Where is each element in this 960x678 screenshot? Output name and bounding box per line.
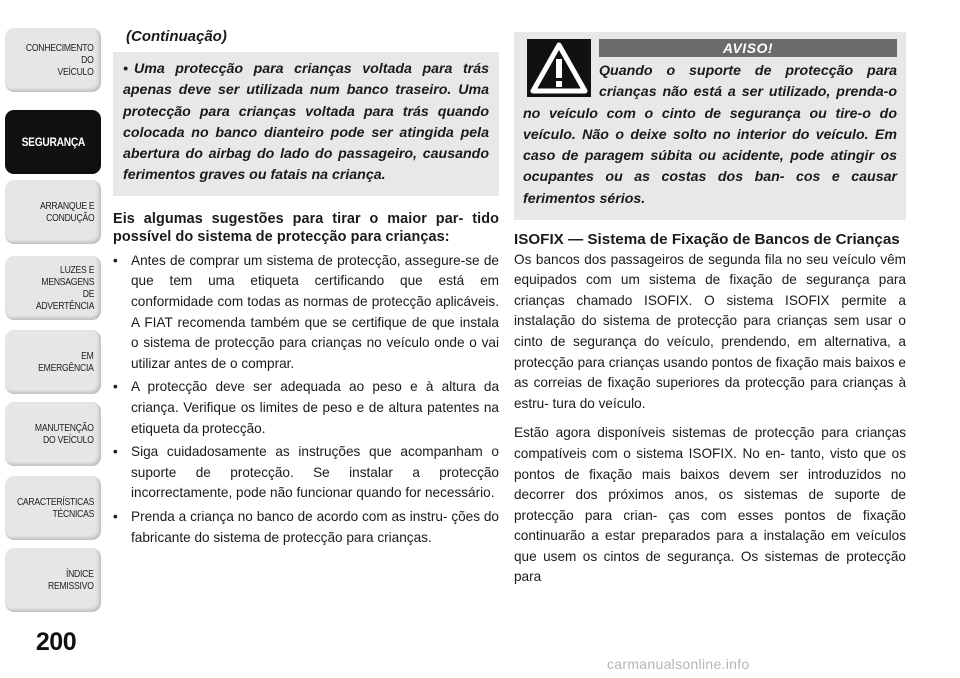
- section-title: ISOFIX — Sistema de Fixação de Bancos de Crianças: [514, 231, 900, 249]
- tab-label: ARRANQUE E CONDUÇÃO: [39, 200, 94, 224]
- tab-label: SEGURANÇA: [21, 135, 85, 149]
- list-item: • Antes de comprar um sistema de protecção, assegure-se de que tem uma etiqueta certificando que está em conformidade com todas as normas de protecção aplicáveis. A FIAT recomenda também que se certifique de que instala o sistema de protecção para crianças no veículo onde o vai utilizar antes de o comprar.: [113, 252, 499, 371]
- tab-luzes-e-mensagens[interactable]: [5, 256, 101, 320]
- tab-label: MANUTENÇÃO DO VEÍCULO: [35, 422, 94, 446]
- tab-caracteristicas-tecnicas[interactable]: [5, 476, 101, 540]
- note-text: Uma protecção para crianças voltada para trás apenas deve ser utilizada num banco traseiro. Uma protecção para crianças voltada para trás quando colocada no banco dianteiro pode ser atingida pela abertura do airbag do lado do passageiro, causando ferimentos graves ou fatais na criança.: [123, 61, 489, 184]
- suggestions-heading: Eis algumas sugestões para tirar o maior par- tido possível do sistema de protecção para crianças:: [113, 210, 499, 246]
- note-bullet: •: [123, 61, 128, 77]
- tab-manutencao-do-veiculo[interactable]: [5, 402, 101, 466]
- list-item: • A protecção deve ser adequada ao peso e à altura da criança. Verifique os limites de peso e de altura patentes na etiqueta da protecção.: [113, 379, 499, 436]
- tab-label: CONHECIMENTO DO VEÍCULO: [26, 42, 94, 78]
- tab-label: ÍNDICE REMISSIVO: [48, 568, 94, 592]
- tab-label: LUZES E MENSAGENS DE ADVERTÊNCIA: [35, 264, 94, 312]
- tab-arranque-e-conducao[interactable]: [5, 180, 101, 244]
- paragraph: Estão agora disponíveis sistemas de protecção para crianças compatíveis com o sistema ISOFIX. No en- tanto, visto que os pontos de fixação mais baixos devem ser introduzidos no decorrer dos próximos anos, os sistemas de suporte de protecção para crian- ças com esses pontos de fixação continuarão a estar preparados para a instalação em veículos que usem os cintos de segurança. Os sistemas de protecção para: [514, 425, 906, 585]
- list-item: • Prenda a criança no banco de acordo com as instru- ções do fabricante do sistema de protecção para crianças.: [113, 508, 499, 545]
- tab-label: EM EMERGÊNCIA: [38, 350, 94, 374]
- chapter-sidebar: [0, 0, 110, 678]
- page-number: 200: [35, 628, 77, 656]
- paragraph: Os bancos dos passageiros de segunda fila no seu veículo vêm equipados com um sistema de fixação de segurança para crianças chamado ISOFIX. O sistema ISOFIX permite a instalação do sistema de protecção para crianças sem usar o cinto de segurança do veículo, prendendo, em alternativa, a protecção para crianças usando pontos de fixação mais baixos e as correias de fixação superiores da protecção para crianças à estru- tura do veículo.: [514, 251, 906, 411]
- tab-em-emergencia[interactable]: [5, 330, 101, 394]
- watermark: carmanualsonline.info: [607, 656, 750, 672]
- warning-header: AVISO!: [599, 39, 897, 57]
- right-column: [514, 28, 906, 597]
- tab-label: CARACTERÍSTICAS TÉCNICAS: [16, 496, 94, 520]
- caution-note-box: [113, 52, 499, 196]
- warning-box: [514, 32, 906, 220]
- list-item: • Siga cuidadosamente as instruções que acompanham o suporte de protecção. Se instalar a protecção incorrectamente, pode não funcionar quando for necessário.: [113, 444, 499, 501]
- left-column: [113, 28, 499, 551]
- suggestions-list: [113, 251, 499, 548]
- tab-indice-remissivo[interactable]: [5, 548, 101, 612]
- tab-conhecimento-do-veiculo[interactable]: [5, 28, 101, 92]
- warning-triangle-icon: [527, 39, 591, 97]
- tab-seguranca[interactable]: [5, 110, 101, 174]
- continuation-label: (Continuação): [126, 28, 227, 45]
- warning-text: Quando o suporte de protecção para crianças não está a ser utilizado, prenda-o no veículo com o cinto de segurança ou tire-o do veículo. Não o deixe solto no interior do veículo. Em caso de paragem súbita ou acidente, pode atingir os ocupantes ou as costas dos ban- cos e causar ferimentos sérios.: [523, 63, 897, 207]
